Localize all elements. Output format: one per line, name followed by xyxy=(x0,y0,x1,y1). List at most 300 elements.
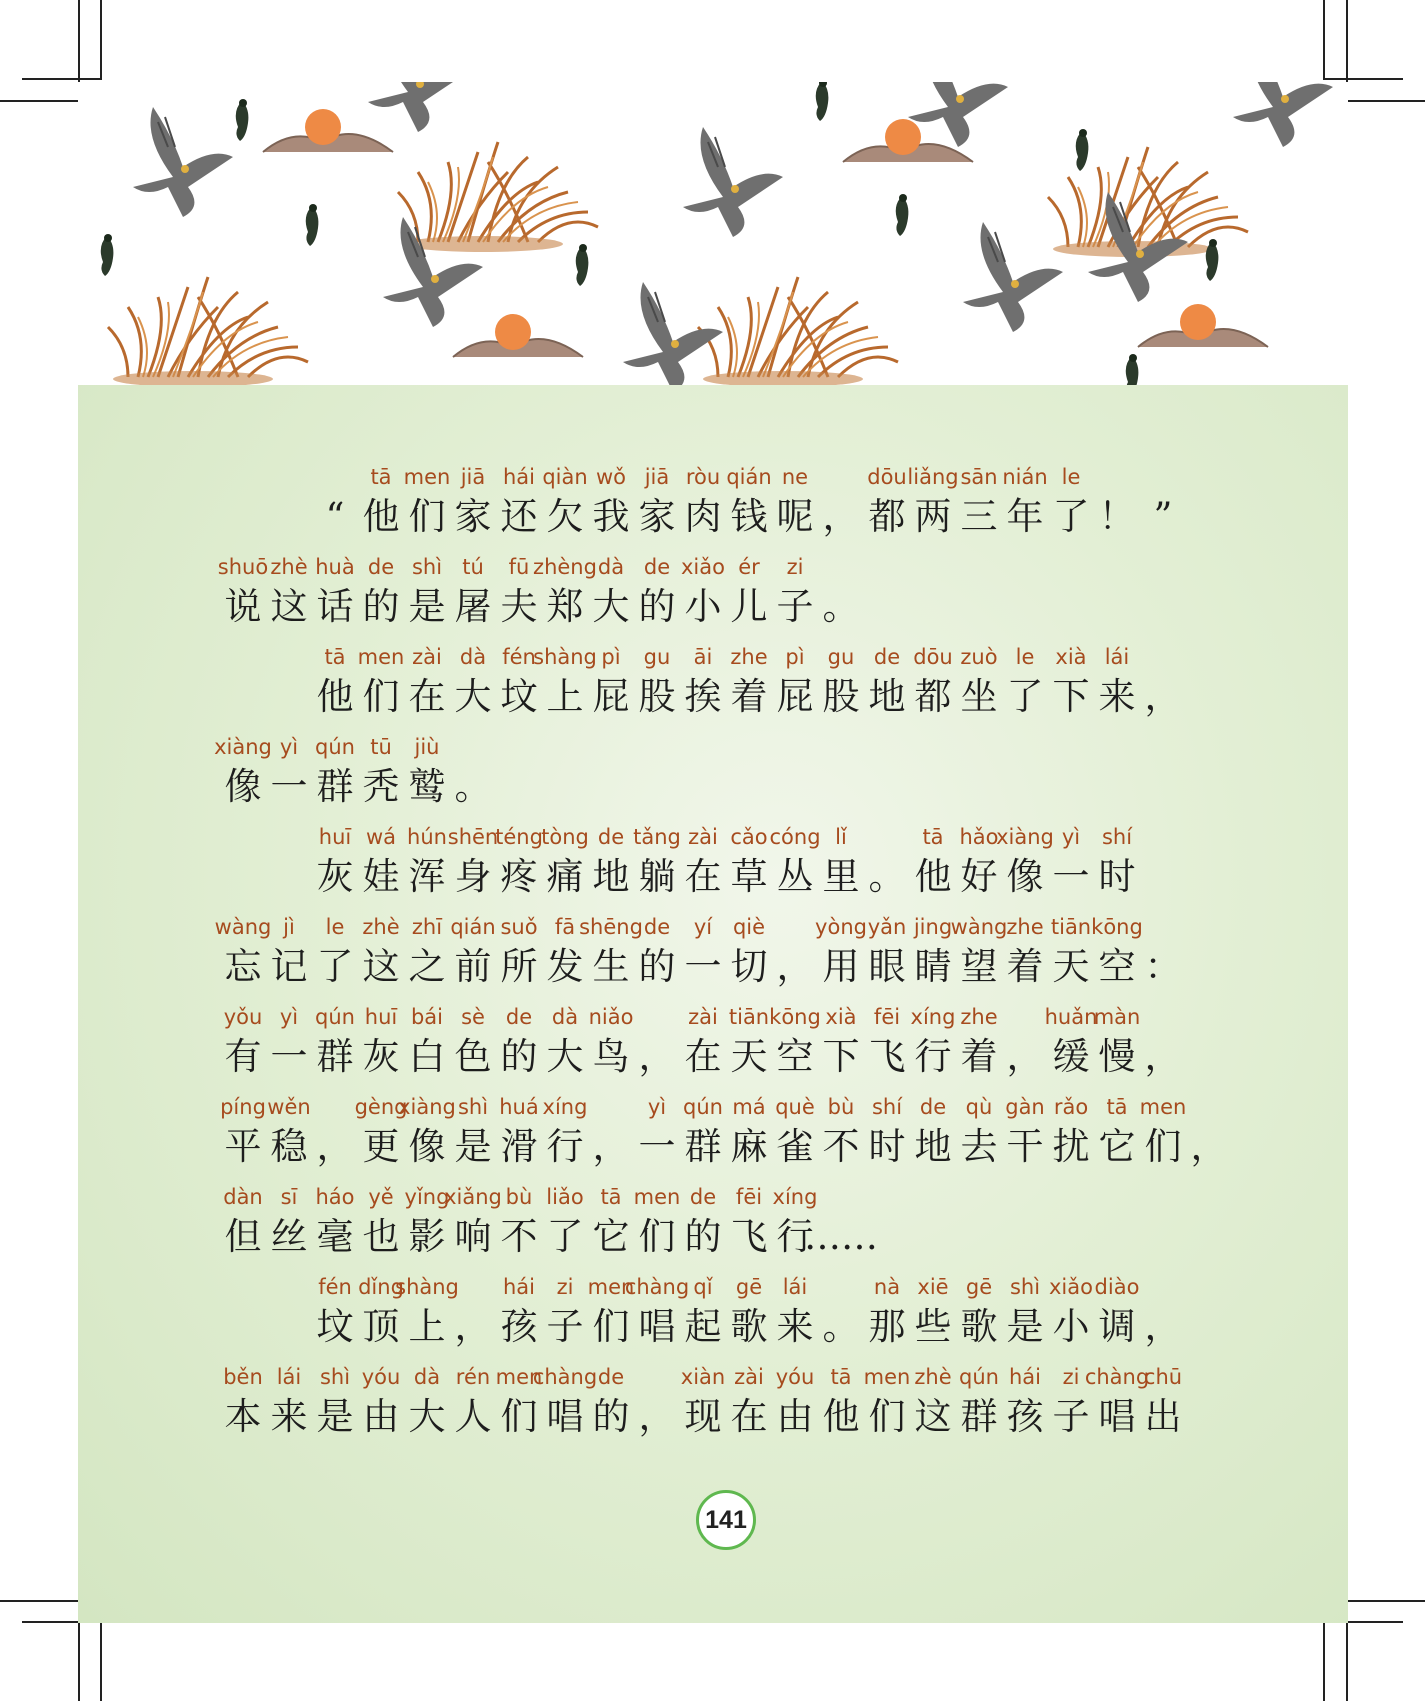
hanzi: 前 xyxy=(454,945,492,988)
pinyin: qún xyxy=(683,1095,723,1119)
hanzi: 天 xyxy=(730,1035,768,1078)
text-line xyxy=(312,1272,1186,1352)
character-unit xyxy=(680,642,726,722)
pinyin: zhè xyxy=(270,555,308,579)
hanzi: 这 xyxy=(362,945,400,988)
character-unit xyxy=(220,1092,266,1172)
pinyin: téng xyxy=(495,825,543,849)
hanzi: 一 xyxy=(1052,855,1090,898)
character-unit xyxy=(769,1002,821,1082)
character-unit xyxy=(266,1182,312,1262)
character-unit xyxy=(910,642,956,722)
pinyin: de xyxy=(597,825,625,849)
hanzi: 们 xyxy=(408,495,446,538)
character-unit xyxy=(726,912,772,992)
character-unit xyxy=(496,1182,542,1262)
hanzi: 我 xyxy=(592,495,630,538)
hawk-icon xyxy=(908,82,1008,147)
character-unit xyxy=(496,912,542,992)
character-unit xyxy=(864,1272,910,1352)
crow-icon xyxy=(1076,129,1089,171)
character-unit xyxy=(772,912,818,992)
character-unit xyxy=(956,1002,1002,1082)
pinyin: zhèng xyxy=(533,555,597,579)
character-unit xyxy=(818,642,864,722)
hanzi: 来 xyxy=(1098,675,1136,718)
hanzi: 。 xyxy=(868,855,906,898)
pinyin: hái xyxy=(1008,1365,1041,1389)
hanzi: 行 xyxy=(914,1035,952,1078)
hanzi: 它 xyxy=(1098,1125,1136,1168)
text-line xyxy=(214,732,496,812)
hawk-icon xyxy=(383,217,483,327)
pinyin: suǒ xyxy=(500,915,538,939)
pinyin: kōng xyxy=(769,1005,821,1029)
hanzi: ， xyxy=(1144,675,1182,718)
hanzi: 些 xyxy=(914,1305,952,1348)
character-unit xyxy=(358,552,404,632)
hanzi: 地 xyxy=(592,855,630,898)
character-unit xyxy=(864,1362,910,1442)
hanzi: 像 xyxy=(1006,855,1044,898)
hanzi: 出 xyxy=(1144,1395,1182,1438)
hanzi: 家 xyxy=(454,495,492,538)
hanzi: 这 xyxy=(914,1395,952,1438)
hanzi: 时 xyxy=(1098,855,1136,898)
pinyin: tā xyxy=(922,825,944,849)
hanzi: 了 xyxy=(316,945,354,988)
pinyin: cǎo xyxy=(730,825,768,849)
pinyin: rén xyxy=(455,1365,491,1389)
pinyin: kōng xyxy=(1091,915,1143,939)
character-unit xyxy=(864,1002,910,1082)
hanzi: 望 xyxy=(960,945,998,988)
hanzi: 干 xyxy=(1006,1125,1044,1168)
pinyin: zhè xyxy=(914,1365,952,1389)
pinyin: xíng xyxy=(910,1005,956,1029)
hanzi: 飞 xyxy=(868,1035,906,1078)
crop-mark xyxy=(1323,1621,1325,1701)
pinyin: xiàng xyxy=(214,735,272,759)
character-unit xyxy=(634,1362,680,1442)
character-unit xyxy=(818,1092,864,1172)
character-unit xyxy=(624,1272,690,1352)
character-unit xyxy=(358,732,404,812)
hanzi: 在 xyxy=(684,1035,722,1078)
hanzi: 更 xyxy=(362,1125,400,1168)
character-unit xyxy=(1094,822,1140,902)
hanzi: 像 xyxy=(224,765,262,808)
pinyin: hái xyxy=(502,465,535,489)
pinyin: zi xyxy=(556,1275,574,1299)
pinyin: dà xyxy=(597,555,625,579)
pinyin: jiā xyxy=(460,465,486,489)
pinyin: dàn xyxy=(223,1185,263,1209)
hanzi: 不 xyxy=(500,1215,538,1258)
pinyin: tā xyxy=(830,1365,852,1389)
character-unit xyxy=(312,1362,358,1442)
character-unit xyxy=(1140,642,1186,722)
character-unit xyxy=(1002,642,1048,722)
page-number: 141 xyxy=(696,1490,756,1550)
hanzi: 孩 xyxy=(500,1305,538,1348)
pinyin: qún xyxy=(315,1005,355,1029)
character-unit xyxy=(818,552,864,632)
character-unit xyxy=(1140,1272,1186,1352)
pinyin: xiàng xyxy=(398,1095,456,1119)
hanzi: ： xyxy=(1144,945,1182,988)
hanzi: 的 xyxy=(500,1035,538,1078)
character-unit xyxy=(772,462,818,542)
hanzi: 毫 xyxy=(316,1215,354,1258)
character-unit xyxy=(312,822,358,902)
hanzi: 躺 xyxy=(638,855,676,898)
text-line xyxy=(217,552,864,632)
pinyin: gàn xyxy=(1005,1095,1045,1119)
pinyin: huī xyxy=(364,1005,398,1029)
character-unit xyxy=(680,1272,726,1352)
character-unit xyxy=(220,1182,266,1262)
pinyin: wǒ xyxy=(595,465,627,489)
character-unit xyxy=(956,1092,1002,1172)
hanzi: 们 xyxy=(500,1395,538,1438)
character-unit xyxy=(815,912,867,992)
character-unit xyxy=(542,1002,588,1082)
pinyin: zi xyxy=(786,555,804,579)
pinyin: shēng xyxy=(579,915,643,939)
pinyin: tā xyxy=(370,465,392,489)
character-unit xyxy=(450,1362,496,1442)
pinyin: tā xyxy=(1106,1095,1128,1119)
character-unit xyxy=(726,1182,772,1262)
hanzi: 在 xyxy=(684,855,722,898)
pinyin: de xyxy=(367,555,395,579)
pinyin: tiān xyxy=(728,1005,770,1029)
pinyin: men xyxy=(633,1185,681,1209)
pinyin: nà xyxy=(873,1275,901,1299)
hanzi: 小 xyxy=(1052,1305,1090,1348)
pinyin: fén xyxy=(502,645,536,669)
character-unit xyxy=(1186,1092,1232,1172)
pinyin: niǎo xyxy=(588,1005,634,1029)
crow-icon xyxy=(1206,239,1219,281)
character-unit xyxy=(542,462,588,542)
hanzi: 一 xyxy=(270,1035,308,1078)
character-unit xyxy=(312,912,358,992)
hawk-icon xyxy=(1233,82,1333,147)
pinyin: de xyxy=(689,1185,717,1209)
pinyin: pì xyxy=(601,645,621,669)
character-unit xyxy=(404,1002,450,1082)
hanzi: ， xyxy=(1190,1125,1228,1168)
character-unit xyxy=(450,462,496,542)
pinyin: de xyxy=(919,1095,947,1119)
pinyin: xiǎo xyxy=(681,555,725,579)
character-unit xyxy=(1094,462,1140,542)
dry-grass-icon xyxy=(398,142,598,252)
hanzi: 所 xyxy=(500,945,538,988)
character-unit xyxy=(950,912,1008,992)
pinyin: bù xyxy=(827,1095,855,1119)
hanzi: ， xyxy=(638,1395,676,1438)
hanzi: 股 xyxy=(822,675,860,718)
hanzi: 屁 xyxy=(776,675,814,718)
character-unit xyxy=(726,1272,772,1352)
hanzi: 记 xyxy=(270,945,308,988)
pinyin: de xyxy=(873,645,901,669)
hanzi: 唱 xyxy=(546,1395,584,1438)
pinyin: shuō xyxy=(217,555,269,579)
pinyin: yǎn xyxy=(867,915,907,939)
pinyin: xià xyxy=(825,1005,857,1029)
hanzi: 由 xyxy=(362,1395,400,1438)
character-unit xyxy=(680,1002,726,1082)
hanzi: 之 xyxy=(408,945,446,988)
character-unit xyxy=(818,1002,864,1082)
sun-over-hill-icon xyxy=(263,109,393,152)
hanzi: 他 xyxy=(316,675,354,718)
character-unit xyxy=(312,1092,358,1172)
character-unit xyxy=(542,1092,588,1172)
character-unit xyxy=(680,1362,726,1442)
character-unit xyxy=(312,642,358,722)
pinyin: huī xyxy=(318,825,352,849)
hanzi: 们 xyxy=(1144,1125,1182,1168)
hanzi: 群 xyxy=(316,1035,354,1078)
pinyin: shí xyxy=(871,1095,903,1119)
pinyin: gèng xyxy=(354,1095,408,1119)
pinyin: zài xyxy=(688,1005,718,1029)
hanzi: 雀 xyxy=(776,1125,814,1168)
character-unit xyxy=(358,1002,404,1082)
hanzi: 着 xyxy=(1006,945,1044,988)
character-unit xyxy=(818,1272,864,1352)
character-unit xyxy=(266,1002,312,1082)
pinyin: qián xyxy=(726,465,772,489)
hanzi: ， xyxy=(822,495,860,538)
pinyin: chàng xyxy=(532,1365,598,1389)
hanzi: 都 xyxy=(868,495,906,538)
character-unit xyxy=(266,1092,312,1172)
pinyin: hái xyxy=(502,1275,535,1299)
pinyin: dà xyxy=(413,1365,441,1389)
character-unit xyxy=(1048,1272,1094,1352)
hanzi: 现 xyxy=(684,1395,722,1438)
character-unit xyxy=(1091,912,1143,992)
pinyin: fēi xyxy=(735,1185,763,1209)
hanzi: 是 xyxy=(454,1125,492,1168)
character-unit xyxy=(312,1002,358,1082)
character-unit xyxy=(634,1182,680,1262)
character-unit xyxy=(1094,642,1140,722)
hanzi: 一 xyxy=(270,765,308,808)
pinyin: má xyxy=(732,1095,766,1119)
hanzi: 一 xyxy=(684,945,722,988)
hanzi: ， xyxy=(776,945,814,988)
pinyin: qiè xyxy=(732,915,766,939)
character-unit xyxy=(634,912,680,992)
hanzi: 由 xyxy=(776,1395,814,1438)
pinyin: chàng xyxy=(624,1275,690,1299)
hanzi: 一 xyxy=(638,1125,676,1168)
pinyin: lái xyxy=(782,1275,808,1299)
character-unit xyxy=(1048,1092,1094,1172)
hanzi: 坐 xyxy=(960,675,998,718)
character-unit xyxy=(312,1272,358,1352)
hanzi: 影 xyxy=(408,1215,446,1258)
character-unit xyxy=(358,462,404,542)
character-unit xyxy=(804,1182,878,1262)
hawk-icon xyxy=(368,82,468,132)
pinyin: zi xyxy=(1062,1365,1080,1389)
pinyin: ne xyxy=(781,465,809,489)
character-unit xyxy=(634,642,680,722)
pinyin: xiàng xyxy=(996,825,1054,849)
hanzi: 郑 xyxy=(546,585,584,628)
pinyin: xià xyxy=(1055,645,1087,669)
character-unit xyxy=(444,1182,502,1262)
hanzi: 那 xyxy=(868,1305,906,1348)
pinyin: ér xyxy=(738,555,760,579)
pinyin: le xyxy=(1061,465,1081,489)
character-unit xyxy=(1048,462,1094,542)
pinyin: zuò xyxy=(960,645,998,669)
pinyin: xiē xyxy=(917,1275,949,1299)
character-unit xyxy=(1002,462,1048,542)
pinyin: yǒu xyxy=(223,1005,263,1029)
hanzi: ， xyxy=(316,1125,354,1168)
hanzi: 。 xyxy=(822,1305,860,1348)
crow-icon xyxy=(236,99,249,141)
crow-icon xyxy=(1126,354,1139,385)
character-unit xyxy=(956,462,1002,542)
hanzi: 肉 xyxy=(684,495,722,538)
character-unit xyxy=(450,642,496,722)
character-unit xyxy=(680,1182,726,1262)
character-unit xyxy=(818,462,864,542)
pinyin: chàng xyxy=(1084,1365,1150,1389)
pinyin: yě xyxy=(368,1185,394,1209)
character-unit xyxy=(404,822,450,902)
hanzi: 大 xyxy=(592,585,630,628)
character-unit xyxy=(588,552,634,632)
pinyin: jing xyxy=(913,915,953,939)
pinyin: fén xyxy=(318,1275,352,1299)
hanzi: ， xyxy=(454,1305,492,1348)
character-unit xyxy=(1002,1272,1048,1352)
character-unit xyxy=(1048,822,1094,902)
pinyin: wàng xyxy=(950,915,1008,939)
character-unit xyxy=(1140,1362,1186,1442)
character-unit xyxy=(864,642,910,722)
character-unit xyxy=(312,732,358,812)
character-unit xyxy=(404,1362,450,1442)
pinyin: jiù xyxy=(414,735,440,759)
pinyin: diào xyxy=(1094,1275,1140,1299)
hanzi: “ xyxy=(325,495,345,538)
hanzi: 大 xyxy=(454,675,492,718)
hanzi: 话 xyxy=(316,585,354,628)
pinyin: què xyxy=(775,1095,815,1119)
character-unit xyxy=(312,1182,358,1262)
pinyin: shēn xyxy=(447,825,499,849)
hanzi: 行 xyxy=(546,1125,584,1168)
pinyin: shàng xyxy=(533,645,597,669)
text-line xyxy=(220,1002,1186,1082)
hanzi: 小 xyxy=(684,585,722,628)
hanzi: 行 xyxy=(776,1215,814,1258)
hanzi: 滑 xyxy=(500,1125,538,1168)
hanzi: 群 xyxy=(960,1395,998,1438)
pinyin: tiān xyxy=(1050,915,1092,939)
hanzi: 去 xyxy=(960,1125,998,1168)
character-unit xyxy=(1094,1002,1140,1082)
hanzi: 飞 xyxy=(730,1215,768,1258)
character-unit xyxy=(910,1362,956,1442)
character-unit xyxy=(634,552,680,632)
hanzi: ” xyxy=(1153,495,1173,538)
pinyin: shàng xyxy=(395,1275,459,1299)
crow-icon xyxy=(101,234,114,276)
character-unit xyxy=(769,822,821,902)
hanzi: 灰 xyxy=(316,855,354,898)
pinyin: dà xyxy=(551,1005,579,1029)
text-line xyxy=(214,912,1186,992)
hanzi: 响 xyxy=(454,1215,492,1258)
pinyin: gu xyxy=(643,645,671,669)
hanzi: 夫 xyxy=(500,585,538,628)
pinyin: gē xyxy=(735,1275,763,1299)
hanzi: 歌 xyxy=(960,1305,998,1348)
character-unit xyxy=(496,462,542,542)
hanzi: 鸟 xyxy=(592,1035,630,1078)
character-unit xyxy=(864,912,910,992)
pinyin: sān xyxy=(960,465,998,489)
hanzi: 。 xyxy=(822,585,860,628)
character-unit xyxy=(450,912,496,992)
hanzi: 屁 xyxy=(592,675,630,718)
hanzi: 慢 xyxy=(1098,1035,1136,1078)
character-unit xyxy=(588,1182,634,1262)
hanzi: 两 xyxy=(914,495,952,538)
hanzi: 们 xyxy=(638,1215,676,1258)
character-unit xyxy=(404,552,450,632)
crop-mark xyxy=(22,78,102,80)
character-unit xyxy=(220,1362,266,1442)
pinyin: de xyxy=(505,1005,533,1029)
text-line xyxy=(220,1182,878,1262)
hanzi: 时 xyxy=(868,1125,906,1168)
character-unit xyxy=(726,552,772,632)
pinyin: huá xyxy=(499,1095,539,1119)
pinyin: fēi xyxy=(873,1005,901,1029)
hanzi: 子 xyxy=(1052,1395,1090,1438)
hanzi: 的 xyxy=(638,585,676,628)
hanzi: 平 xyxy=(224,1125,262,1168)
pinyin: yòng xyxy=(815,915,867,939)
pinyin: yóu xyxy=(775,1365,815,1389)
hanzi: 起 xyxy=(684,1305,722,1348)
character-unit xyxy=(214,912,272,992)
character-unit xyxy=(354,1092,408,1172)
hanzi: 着 xyxy=(730,675,768,718)
pinyin: wá xyxy=(365,825,397,849)
pinyin: dōu xyxy=(867,465,907,489)
character-unit xyxy=(542,1182,588,1262)
hanzi: 股 xyxy=(638,675,676,718)
character-unit xyxy=(496,1002,542,1082)
hanzi: 痛 xyxy=(546,855,584,898)
